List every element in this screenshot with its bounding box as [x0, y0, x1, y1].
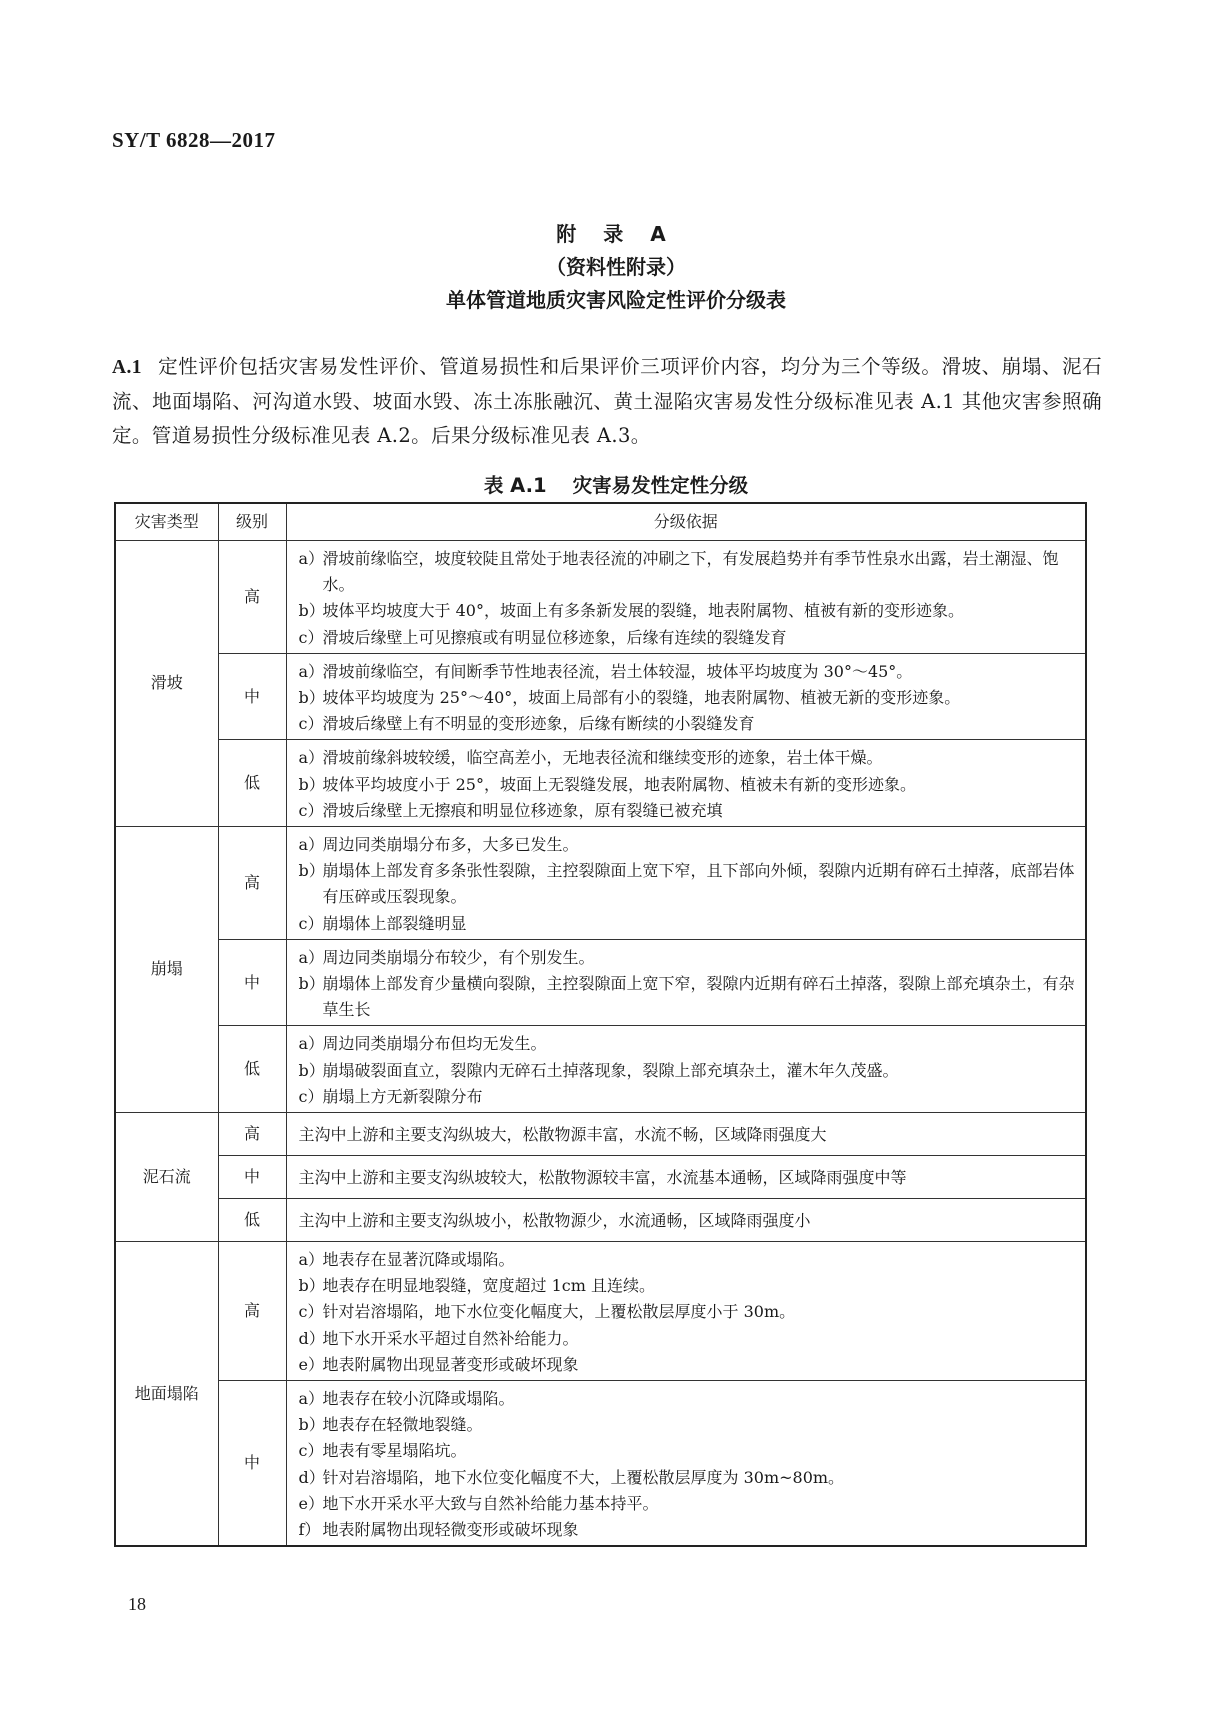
criterion-item — [299, 1491, 1076, 1517]
basis-cell — [286, 1199, 1086, 1242]
criterion-label: a） — [298, 748, 325, 768]
criterion-text: 坡体平均坡度为 25°～40°，坡面上局部有小的裂缝，地表附属物、植被无新的变形迹象。 — [322, 688, 961, 708]
criterion-text: 周边同类崩塌分布但均无发生。 — [322, 1034, 547, 1054]
criterion-text: 地表附属物出现显著变形或破坏现象 — [322, 1354, 579, 1374]
criterion-text: 地表附属物出现轻微变形或破坏现象 — [322, 1520, 579, 1540]
criterion-text: 地下水开采水平超过自然补给能力。 — [322, 1328, 579, 1348]
criterion-text: 滑坡前缘临空，有间断季节性地表径流，岩土体较湿，坡体平均坡度为 30°～45°。 — [322, 661, 913, 681]
criterion-text: 周边同类崩塌分布较少，有个别发生。 — [322, 947, 595, 967]
table-row — [115, 1199, 1086, 1242]
criterion-label: a） — [298, 661, 325, 681]
basis-cell — [286, 1156, 1086, 1199]
level-cell: 高 — [218, 541, 286, 654]
criterion-item — [299, 711, 1076, 737]
criterion-text: 坡体平均坡度大于 40°，坡面上有多条新发展的裂缝，地表附属物、植被有新的变形迹象。 — [322, 601, 964, 621]
criterion-text: 滑坡后缘壁上可见擦痕或有明显位移迹象，后缘有连续的裂缝发育 — [322, 627, 787, 647]
criterion-label: b） — [298, 601, 325, 621]
appendix-heading — [0, 218, 1232, 317]
criterion-item — [299, 1465, 1076, 1491]
criterion-item — [299, 858, 1076, 910]
level-cell: 高 — [218, 827, 286, 940]
criterion-text: 地下水开采水平大致与自然补给能力基本持平。 — [322, 1493, 659, 1513]
basis-text: 主沟中上游和主要支沟纵坡大，松散物源丰富，水流不畅，区域降雨强度大 — [298, 1125, 827, 1145]
appendix-title: 附 录 A — [556, 222, 676, 246]
criterion-text: 崩塌体上部发育多条张性裂隙，主控裂隙面上宽下窄，且下部向外倾，裂隙内近期有碎石土掉落，底部岩体有压碎或压裂现象。 — [322, 861, 1075, 907]
intro-paragraph — [112, 350, 1102, 453]
table-row — [115, 827, 1086, 940]
table-caption — [0, 470, 1232, 498]
criterion-label: b） — [298, 1415, 325, 1435]
level-cell: 高 — [218, 1242, 286, 1381]
criterion-item — [299, 546, 1076, 598]
criterion-item — [299, 598, 1076, 624]
criterion-text: 地表存在显著沉降或塌陷。 — [322, 1250, 515, 1270]
level-cell: 中 — [218, 939, 286, 1026]
criterion-item — [299, 625, 1076, 651]
criterion-label: a） — [298, 947, 325, 967]
criterion-text: 周边同类崩塌分布多，大多已发生。 — [322, 835, 579, 855]
criterion-label: b） — [298, 774, 325, 794]
table-row — [115, 1242, 1086, 1381]
table-row — [115, 1113, 1086, 1156]
criterion-text: 地表存在轻微地裂缝。 — [322, 1415, 483, 1435]
criterion-label: c） — [298, 1302, 324, 1322]
criterion-text: 滑坡前缘临空，坡度较陡且常处于地表径流的冲刷之下，有发展趋势并有季节性泉水出露，岩土潮湿、饱水。 — [322, 549, 1059, 595]
criterion-label: a） — [298, 835, 325, 855]
criterion-label: a） — [298, 1034, 325, 1054]
criterion-item — [299, 1299, 1076, 1325]
criterion-item — [299, 1326, 1076, 1352]
criterion-item — [299, 971, 1076, 1023]
level-cell: 低 — [218, 740, 286, 827]
basis-cell — [286, 1113, 1086, 1156]
hazard-type-cell: 滑坡 — [115, 541, 218, 827]
header-basis: 分级依据 — [286, 503, 1086, 541]
level-cell: 中 — [218, 1381, 286, 1547]
criterion-text: 滑坡后缘壁上有不明显的变形迹象，后缘有断续的小裂缝发育 — [322, 714, 755, 734]
level-cell: 低 — [218, 1026, 286, 1113]
criterion-text: 地表有零星塌陷坑。 — [322, 1441, 467, 1461]
basis-cell — [286, 1026, 1086, 1113]
criterion-item — [299, 745, 1076, 771]
table-row — [115, 1026, 1086, 1113]
criterion-label: c） — [298, 627, 324, 647]
basis-cell — [286, 653, 1086, 740]
level-cell: 中 — [218, 653, 286, 740]
criterion-text: 滑坡后缘壁上无擦痕和明显位移迹象，原有裂缝已被充填 — [322, 800, 723, 820]
basis-cell — [286, 827, 1086, 940]
criterion-label: c） — [298, 1086, 324, 1106]
criterion-item — [299, 1438, 1076, 1464]
appendix-subtitle: （资料性附录） — [546, 255, 686, 279]
criterion-item — [299, 1273, 1076, 1299]
criterion-text: 坡体平均坡度小于 25°，坡面上无裂缝发展，地表附属物、植被未有新的变形迹象。 — [322, 774, 916, 794]
criterion-label: b） — [298, 1276, 325, 1296]
criterion-item — [299, 832, 1076, 858]
header-hazard-type: 灾害类型 — [115, 503, 218, 541]
header-level: 级别 — [218, 503, 286, 541]
criterion-item — [299, 659, 1076, 685]
table-row — [115, 939, 1086, 1026]
criterion-item — [299, 1517, 1076, 1543]
criterion-label: c） — [298, 913, 324, 933]
criterion-text: 滑坡前缘斜坡较缓，临空高差小，无地表径流和继续变形的迹象，岩土体干燥。 — [322, 748, 883, 768]
criterion-label: b） — [298, 861, 325, 881]
criterion-item — [299, 1084, 1076, 1110]
basis-cell — [286, 541, 1086, 654]
hazard-type-cell: 崩塌 — [115, 827, 218, 1113]
page-number: 18 — [128, 1594, 146, 1614]
criterion-label: c） — [298, 1441, 324, 1461]
criterion-item — [299, 1352, 1076, 1378]
basis-cell — [286, 1381, 1086, 1547]
criterion-item — [299, 1058, 1076, 1084]
basis-cell — [286, 939, 1086, 1026]
criterion-text: 地表存在较小沉降或塌陷。 — [322, 1389, 515, 1409]
hazard-type-cell: 泥石流 — [115, 1113, 218, 1242]
criterion-label: d） — [298, 1467, 325, 1487]
level-cell: 中 — [218, 1156, 286, 1199]
clause-text: 定性评价包括灾害易发性评价、管道易损性和后果评价三项评价内容，均分为三个等级。滑坡、崩塌、泥石流、地面塌陷、河沟道水毁、坡面水毁、冻土冻胀融沉、黄土湿陷灾害易发性分级标准见表 A.1 其他灾害参照确定。管道易损性分级标准见表 A.2。后果分级标准见表 A.3。 — [112, 355, 1102, 447]
criterion-text: 地表存在明显地裂缝，宽度超过 1cm 且连续。 — [322, 1276, 655, 1296]
criterion-item — [299, 1031, 1076, 1057]
criterion-item — [299, 685, 1076, 711]
criterion-item — [299, 1247, 1076, 1273]
criterion-text: 崩塌体上部裂缝明显 — [322, 913, 467, 933]
criterion-label: b） — [298, 1060, 325, 1080]
clause-number: A.1 — [112, 357, 142, 378]
table-body — [115, 541, 1086, 1547]
criterion-item — [299, 945, 1076, 971]
table-caption-title: 灾害易发性定性分级 — [572, 474, 749, 497]
basis-text: 主沟中上游和主要支沟纵坡较大，松散物源较丰富，水流基本通畅，区域降雨强度中等 — [298, 1168, 907, 1188]
basis-cell — [286, 1242, 1086, 1381]
criterion-text: 崩塌上方无新裂隙分布 — [322, 1086, 483, 1106]
criterion-text: 崩塌体上部发育少量横向裂隙，主控裂隙面上宽下窄，裂隙内近期有碎石土掉落，裂隙上部充填杂土，有杂草生长 — [322, 974, 1075, 1020]
table-row — [115, 740, 1086, 827]
criterion-text: 崩塌破裂面直立，裂隙内无碎石土掉落现象，裂隙上部充填杂土，灌木年久茂盛。 — [322, 1060, 899, 1080]
table-row — [115, 1156, 1086, 1199]
level-cell: 高 — [218, 1113, 286, 1156]
appendix-heading-text: 单体管道地质灾害风险定性评价分级表 — [446, 288, 786, 312]
criterion-label: b） — [298, 974, 325, 994]
criterion-label: b） — [298, 688, 325, 708]
criterion-label: a） — [298, 1389, 325, 1409]
table-header-row — [115, 503, 1086, 541]
criterion-label: c） — [298, 714, 324, 734]
criterion-text: 针对岩溶塌陷，地下水位变化幅度不大，上覆松散层厚度为 30m~80m。 — [322, 1467, 845, 1487]
hazard-susceptibility-table — [114, 502, 1087, 1547]
criterion-label: d） — [298, 1328, 325, 1348]
basis-cell — [286, 740, 1086, 827]
level-cell: 低 — [218, 1199, 286, 1242]
criterion-label: a） — [298, 1250, 325, 1270]
criterion-item — [299, 772, 1076, 798]
criterion-item — [299, 1386, 1076, 1412]
table-row — [115, 1381, 1086, 1547]
criterion-item — [299, 798, 1076, 824]
criterion-label: e） — [298, 1354, 324, 1374]
standard-code: SY/T 6828—2017 — [112, 128, 276, 152]
criterion-label: f） — [298, 1520, 321, 1540]
criterion-label: a） — [298, 549, 325, 568]
criterion-text: 针对岩溶塌陷，地下水位变化幅度大，上覆松散层厚度小于 30m。 — [322, 1302, 796, 1322]
hazard-type-cell: 地面塌陷 — [115, 1242, 218, 1547]
table-row — [115, 653, 1086, 740]
table-caption-number: 表 A.1 — [483, 474, 547, 497]
criterion-label: c） — [298, 800, 324, 820]
criterion-item — [299, 1412, 1076, 1438]
table-row — [115, 541, 1086, 654]
criterion-label: e） — [298, 1493, 324, 1513]
criterion-item — [299, 911, 1076, 937]
basis-text: 主沟中上游和主要支沟纵坡小，松散物源少，水流通畅，区域降雨强度小 — [298, 1211, 811, 1231]
